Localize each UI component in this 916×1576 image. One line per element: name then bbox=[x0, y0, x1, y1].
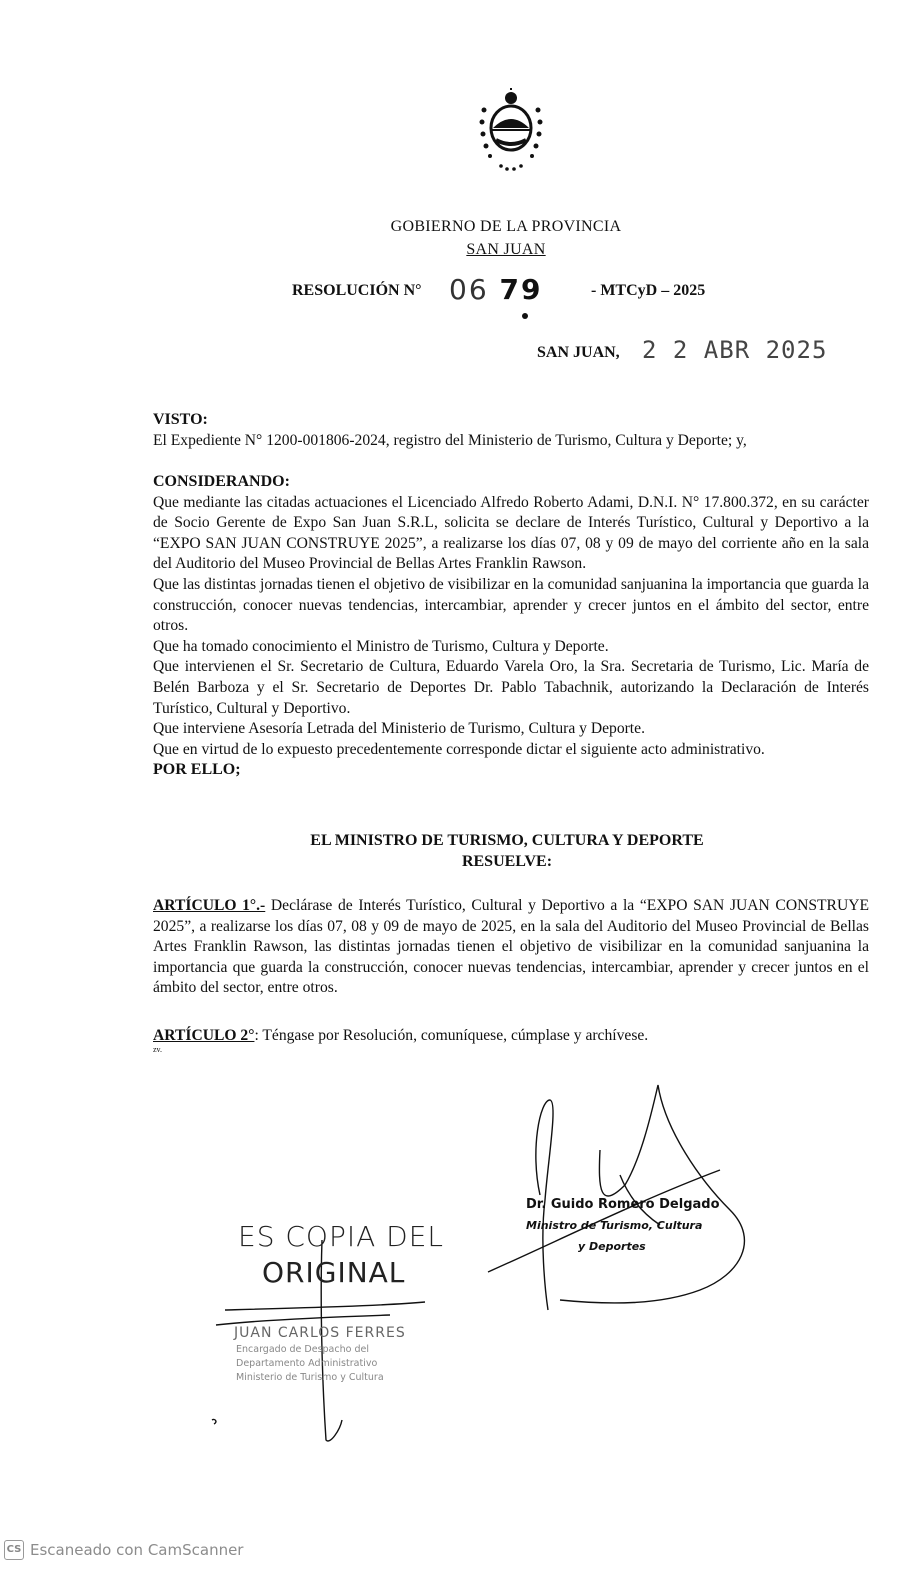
resolution-label: RESOLUCIÓN N° bbox=[292, 282, 422, 299]
considerando-paragraph: Que ha tomado conocimiento el Ministro de Turismo, Cultura y Deporte. bbox=[153, 637, 609, 655]
minister-heading: EL MINISTRO DE TURISMO, CULTURA Y DEPORTE bbox=[310, 832, 704, 849]
copy-stamp-line1: ES COPIA DEL bbox=[238, 1220, 445, 1253]
article-2-text: : Téngase por Resolución, comuníquese, cúmplase y archívese. bbox=[254, 1027, 649, 1044]
article-2-label: ARTÍCULO 2° bbox=[153, 1027, 255, 1044]
resolution-number-prefix: 06 bbox=[449, 273, 489, 306]
considerando-paragraph: Que mediante las citadas actuaciones el Licenciado Alfredo Roberto Adami, D.N.I. N° 17.800.372, en su carácter de Socio Gerente de Expo San Juan S.R.L, solicita se declare de Interés Turístico, Cultural y Deportivo a la “EXPO SAN JUAN CONSTRUYE 2025”, a realizarse los días 07, 08 y 09 de mayo del corriente año en la sala del Auditorio del Museo Provincial de Bellas Artes Franklin Rawson. bbox=[153, 493, 869, 573]
camscanner-icon: CS bbox=[4, 1540, 24, 1560]
scanner-watermark bbox=[4, 1540, 243, 1560]
visto-section bbox=[153, 410, 869, 451]
considerando-heading: CONSIDERANDO: bbox=[153, 473, 290, 490]
place-label: SAN JUAN, bbox=[537, 344, 620, 361]
government-title: GOBIERNO DE LA PROVINCIA bbox=[390, 218, 622, 235]
signer-title: Ministro de Turismo, Cultura bbox=[526, 1219, 703, 1232]
stamp-officer-dept: Departamento Administrativo bbox=[236, 1358, 378, 1369]
article-1 bbox=[153, 896, 869, 999]
por-ello-heading: POR ELLO; bbox=[153, 761, 241, 779]
stamp-officer-ministry: Ministerio de Turismo y Cultura bbox=[236, 1372, 384, 1383]
date-stamp: 2 2 ABR 2025 bbox=[642, 336, 828, 364]
article-1-label: ARTÍCULO 1°.- bbox=[153, 897, 266, 914]
stamp-officer-role: Encargado de Despacho del bbox=[236, 1344, 369, 1355]
visto-heading: VISTO: bbox=[153, 411, 208, 428]
stamp-officer-name: JUAN CARLOS FERRES bbox=[234, 1325, 406, 1341]
resuelve-heading: RESUELVE: bbox=[461, 853, 553, 870]
initials: zv. bbox=[153, 1045, 163, 1054]
signer-title-cont: y Deportes bbox=[578, 1240, 646, 1253]
considerando-paragraph: Que las distintas jornadas tienen el objetivo de visibilizar en la comunidad sanjuanina la importancia que guarda la construcción, conocer nuevas tendencias, intercambiar, aprender y crecer juntos en el ámbito del sector, entre otros. bbox=[153, 575, 869, 635]
visto-text: El Expediente N° 1200-001806-2024, registro del Ministerio de Turismo, Cultura y Deporte; y, bbox=[153, 431, 747, 449]
article-2 bbox=[153, 1026, 869, 1047]
ink-mark bbox=[522, 313, 528, 319]
article-1-text: Declárase de Interés Turístico, Cultural y Deportivo a la “EXPO SAN JUAN CONSTRUYE 2025”, a realizarse los días 07, 08 y 09 de mayo de 2025, en la sala del Auditorio del Museo Provincial de Bellas Artes Franklin Rawson, las distintas jornadas tienen el objetivo de visibilizar en la comunidad sanjuanina la importancia que guarda la construcción, conocer nuevas tendencias, intercambiar, aprender y crecer juntos en el ámbito del sector, entre otros. bbox=[153, 897, 870, 997]
signer-name: Dr. Guido Romero Delgado bbox=[526, 1197, 720, 1212]
considerando-paragraph: Que en virtud de lo expuesto precedentemente corresponde dictar el siguiente acto administrativo. bbox=[153, 740, 765, 758]
considerando-paragraph: Que intervienen el Sr. Secretario de Cultura, Eduardo Varela Oro, la Sra. Secretaria de Turismo, Lic. María de Belén Barboza y el Sr. Secretario de Deportes Dr. Pablo Tabachnik, autorizando la Declaración de Interés Turístico, Cultural y Deportivo. bbox=[153, 658, 869, 717]
copy-stamp-line2: ORIGINAL bbox=[262, 1256, 406, 1289]
resolution-number-stamp bbox=[449, 273, 543, 306]
scanner-watermark-text: Escaneado con CamScanner bbox=[30, 1541, 244, 1559]
provincial-coat-of-arms bbox=[476, 88, 546, 176]
resolution-suffix: - MTCyD – 2025 bbox=[591, 282, 706, 299]
resolution-number-bold: 79 bbox=[499, 273, 543, 306]
considerando-section bbox=[153, 472, 869, 781]
considerando-paragraph: Que interviene Asesoría Letrada del Ministerio de Turismo, Cultura y Deporte. bbox=[153, 720, 645, 738]
province-name: SAN JUAN bbox=[466, 241, 546, 258]
